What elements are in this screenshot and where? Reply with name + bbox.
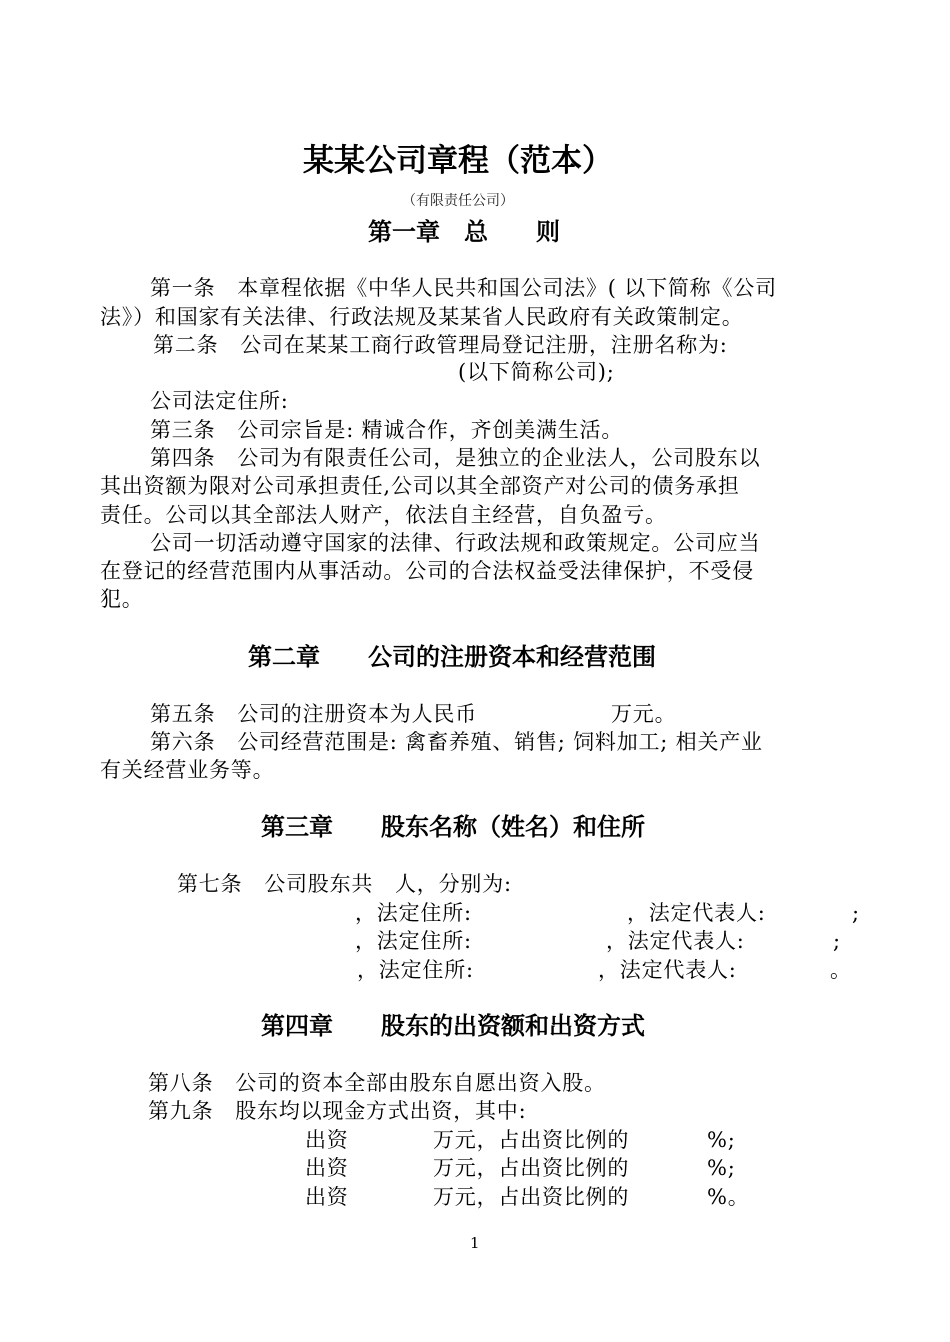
shareholder-3-address-label: ，法定住所:: [357, 958, 474, 982]
article-8: 第八条 公司的资本全部由股东自愿出资入股。: [148, 1071, 606, 1095]
shareholder-1-end: ;: [852, 901, 860, 925]
shareholder-1-representative-label: ，法定代表人:: [627, 901, 766, 925]
chapter-2-heading: 第二章 公司的注册资本和经营范围: [248, 643, 656, 671]
contribution-3-percent: %。: [707, 1185, 750, 1209]
page-number: 1: [470, 1234, 480, 1252]
article-1-line-2: 法》）和国家有关法律、行政法规及某某省人民政府有关政策制定。: [100, 305, 744, 329]
contribution-1-text: 万元，占出资比例的: [433, 1128, 630, 1152]
contribution-2-text: 万元，占出资比例的: [433, 1156, 630, 1180]
document-subtitle: （有限责任公司）: [402, 193, 514, 209]
article-6-line-1: 第六条 公司经营范围是: 禽畜养殖、销售; 饲料加工; 相关产业: [150, 730, 763, 754]
contribution-2-percent: %;: [707, 1156, 736, 1180]
contribution-2-label: 出资: [305, 1156, 349, 1180]
contribution-1-label: 出资: [305, 1128, 349, 1152]
article-6-line-2: 有关经营业务等。: [100, 758, 275, 782]
article-1-line-1: 第一条 本章程依据《中华人民共和国公司法》( 以下简称《公司: [150, 276, 777, 300]
company-address: 公司法定住所:: [150, 389, 289, 413]
article-4-line-2: 其出资额为限对公司承担责任,公司以其全部资产对公司的债务承担: [100, 474, 740, 498]
chapter-1-heading: 第一章 总 则: [368, 218, 560, 246]
chapter-3-heading: 第三章 股东名称（姓名）和住所: [261, 813, 645, 841]
article-2-line-2: (以下简称公司);: [458, 360, 615, 384]
chapter-4-heading: 第四章 股东的出资额和出资方式: [261, 1012, 645, 1040]
contribution-1-percent: %;: [707, 1128, 736, 1152]
shareholder-3-representative-label: ，法定代表人:: [598, 958, 737, 982]
paragraph-line-1: 公司一切活动遵守国家的法律、行政法规和政策规定。公司应当: [150, 531, 761, 555]
document-title: 某某公司章程（范本）: [303, 143, 613, 179]
article-9: 第九条 股东均以现金方式出资，其中:: [148, 1099, 527, 1123]
article-5-part-2: 万元。: [611, 702, 677, 726]
article-3: 第三条 公司宗旨是: 精诚合作，齐创美满生活。: [150, 418, 624, 442]
shareholder-2-address-label: ，法定住所:: [355, 929, 472, 953]
article-2-line-1: 第二条 公司在某某工商行政管理局登记注册，注册名称为:: [153, 333, 728, 357]
paragraph-line-3: 犯。: [100, 587, 144, 611]
contribution-3-text: 万元，占出资比例的: [433, 1185, 630, 1209]
shareholder-3-end: 。: [830, 958, 852, 982]
article-4-line-1: 第四条 公司为有限责任公司，是独立的企业法人，公司股东以: [150, 446, 761, 470]
paragraph-line-2: 在登记的经营范围内从事活动。公司的合法权益受法律保护，不受侵: [100, 559, 754, 583]
article-5-part-1: 第五条 公司的注册资本为人民币: [150, 702, 477, 726]
shareholder-1-address-label: ，法定住所:: [355, 901, 472, 925]
contribution-3-label: 出资: [305, 1185, 349, 1209]
shareholder-2-end: ;: [833, 929, 841, 953]
article-4-line-3: 责任。公司以其全部法人财产，依法自主经营，自负盈亏。: [100, 503, 667, 527]
article-7: 第七条 公司股东共 人，分别为:: [177, 872, 512, 896]
shareholder-2-representative-label: ，法定代表人:: [606, 929, 745, 953]
